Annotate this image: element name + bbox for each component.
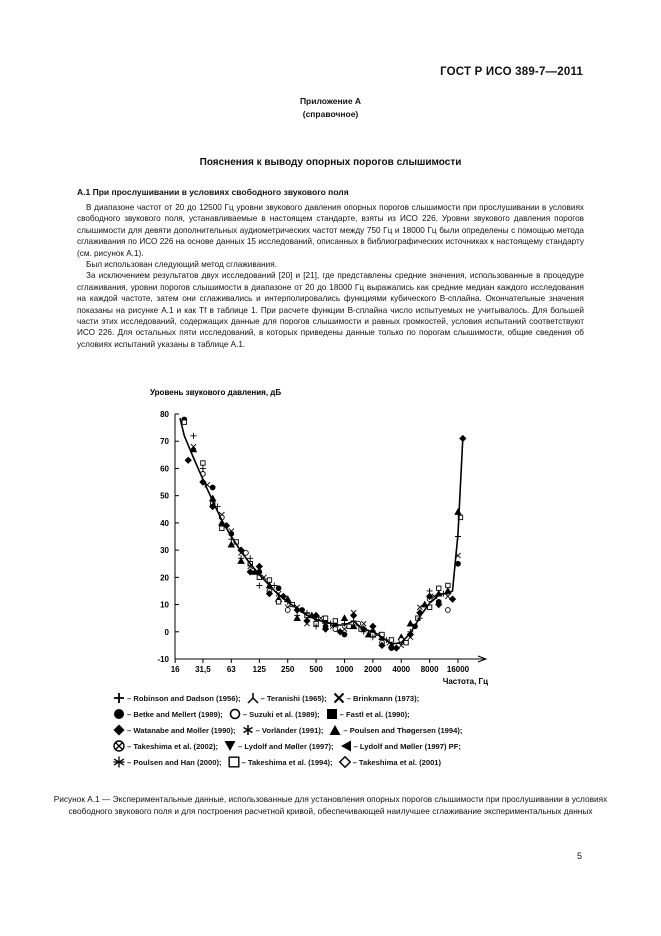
data-point bbox=[256, 563, 262, 569]
y-tick-label: 80 bbox=[160, 410, 169, 419]
filled-triangle-icon bbox=[329, 724, 341, 736]
legend-label: – Robinson and Dadson (1956); bbox=[127, 693, 241, 703]
data-point bbox=[256, 583, 262, 589]
data-point bbox=[185, 457, 191, 463]
legend-label: – Lydolf and Møller (1997) PF; bbox=[353, 741, 461, 751]
paragraph-2: Был использован следующий метод сглаживания. bbox=[86, 260, 277, 270]
filled-diamond-icon bbox=[113, 724, 125, 736]
y-tick-label: 20 bbox=[160, 573, 169, 583]
x-tick-label: 1000 bbox=[335, 665, 354, 674]
data-point bbox=[427, 588, 433, 594]
legend-label: – Takeshima et al. (2002); bbox=[127, 741, 219, 751]
y-tick-label: 70 bbox=[160, 437, 169, 447]
legend-label: – Takeshima et al. (1994); bbox=[241, 757, 333, 767]
legend-row bbox=[113, 738, 468, 754]
data-point bbox=[445, 608, 450, 613]
x-tick-label: 31,5 bbox=[195, 665, 211, 674]
legend-item bbox=[228, 756, 333, 768]
legend-item bbox=[333, 692, 420, 704]
paragraph-1: В диапазоне частот от 20 до 12500 Гц уровни звукового давления опорных порогов слышимости при прослушивании в условиях свободного звукового поля, устанавливаемые в настоящем стандарте, взяты из ИСО 226. Уровни звукового давления порогов слышимости для девяти дополнительных аудиометрических частот между 750 Гц и 18000 Гц были определены с помощью метода сглаживания по ИСО 226 на основе данных 15 исследований, описанных в библиографических источниках к настоящему стандарту (см. рисунок А.1). bbox=[77, 203, 584, 258]
data-point bbox=[276, 586, 281, 591]
legend-item bbox=[329, 724, 462, 736]
legend-row bbox=[113, 690, 468, 706]
x-tick-label: 250 bbox=[281, 665, 295, 674]
data-point bbox=[445, 594, 450, 599]
x-tick-label: 16 bbox=[170, 665, 180, 674]
legend-item bbox=[229, 708, 320, 720]
figure-caption: Рисунок А.1 — Экспериментальные данные, использованные для установления опорных порогов слышимости при прослушивании в условиях свободного звукового поля и для построения расчетной кривой, обеспечивающей наилучшее сглаживание экспериментальных данных bbox=[53, 794, 608, 816]
data-point bbox=[456, 561, 461, 566]
data-point bbox=[267, 578, 271, 582]
paragraph-3: За исключением результатов двух исследований [20] и [21], где представлены средние значения, использованные в процедуре сглаживания, уровни порогов слышимости в диапазоне от 20 до 18000 Гц выражались как средние медиан каждого исследования на каждой частоте, затем они сглаживались и интерполировались функциями кубического В-сплайна. Окончательные значения показаны на рисунке А.1 и как Tf в таблице 1. При расчете функции В-сплайна число испытуемых не учитывалось. Для большей части этих исследований, содержащих данные для порогов слышимости и равных громкостей, условия испытаний соответствуют ИСО 226. Для остальных пяти исследований, в которых приведены данные только по порогам слышимости, общие сведения об условиях испытаний указаны в таблице А.1. bbox=[77, 271, 584, 349]
tri-line-icon bbox=[247, 692, 259, 704]
x-tick-label: 16000 bbox=[446, 665, 470, 674]
down-triangle-icon bbox=[224, 740, 236, 752]
chart-axes bbox=[157, 410, 486, 674]
data-point bbox=[389, 638, 393, 642]
legend-item bbox=[113, 708, 223, 720]
data-point bbox=[201, 461, 205, 465]
y-tick-label: 40 bbox=[160, 518, 169, 528]
legend-label: – Poulsen and Thøgersen (1994); bbox=[343, 725, 463, 735]
y-tick-label: 0 bbox=[164, 627, 169, 637]
legend-label: – Fastl et al. (1990); bbox=[339, 709, 410, 719]
data-point bbox=[238, 558, 244, 563]
data-point bbox=[228, 542, 234, 547]
chart-legend bbox=[113, 690, 468, 770]
data-point bbox=[190, 433, 196, 439]
legend-item bbox=[113, 724, 236, 736]
legend-label: – Brinkmann (1973); bbox=[346, 693, 420, 703]
open-diamond-icon bbox=[339, 756, 351, 768]
legend-label: – Poulsen and Han (2000); bbox=[127, 757, 222, 767]
open-circle-icon bbox=[229, 708, 241, 720]
data-point bbox=[342, 626, 347, 631]
x-tick-label: 500 bbox=[309, 665, 323, 674]
y-tick-label: -10 bbox=[157, 655, 169, 664]
legend-row bbox=[113, 722, 468, 738]
x-tick-label: 8000 bbox=[420, 665, 439, 674]
legend-item bbox=[340, 740, 461, 752]
data-point bbox=[333, 619, 337, 623]
data-point bbox=[220, 526, 224, 530]
y-tick-label: 50 bbox=[160, 491, 169, 501]
legend-label: – Watanabe and Moller (1990); bbox=[127, 725, 236, 735]
data-point bbox=[370, 623, 376, 629]
legend-item bbox=[339, 756, 442, 768]
data-point bbox=[323, 616, 327, 620]
open-square-icon bbox=[228, 756, 240, 768]
legend-item bbox=[326, 708, 410, 720]
y-tick-label: 60 bbox=[160, 464, 169, 474]
circled-x-icon bbox=[113, 740, 125, 752]
x-tick-label: 4000 bbox=[392, 665, 411, 674]
legend-label: – Vorländer (1991); bbox=[255, 725, 324, 735]
data-point bbox=[404, 640, 408, 644]
page-number: 5 bbox=[576, 851, 582, 861]
x-tick-label: 2000 bbox=[363, 665, 382, 674]
legend-item bbox=[224, 740, 334, 752]
data-point bbox=[446, 583, 450, 587]
legend-label: – Betke and Mellert (1989); bbox=[127, 709, 223, 719]
legend-label: – Teranishi (1965); bbox=[260, 693, 327, 703]
legend-item bbox=[247, 692, 327, 704]
legend-item bbox=[113, 740, 218, 752]
data-point bbox=[276, 600, 280, 604]
data-point bbox=[294, 615, 300, 620]
standard-designation: ГОСТ Р ИСО 389-7—2011 bbox=[440, 66, 583, 78]
document-title: Пояснения к выводу опорных порогов слышимости bbox=[199, 157, 462, 168]
data-point bbox=[182, 420, 186, 424]
data-point bbox=[455, 509, 461, 514]
data-point bbox=[450, 596, 456, 602]
legend-row bbox=[113, 706, 468, 722]
x-tick-label: 63 bbox=[226, 665, 236, 674]
annex-subtitle: (справочное) bbox=[302, 109, 359, 119]
filled-circle-icon bbox=[113, 708, 125, 720]
cross-icon bbox=[113, 692, 125, 704]
star-icon bbox=[113, 756, 125, 768]
x-icon bbox=[333, 692, 345, 704]
scatter-points bbox=[182, 417, 466, 651]
data-point bbox=[341, 615, 347, 620]
left-triangle-icon bbox=[340, 740, 352, 752]
x-tick-label: 125 bbox=[252, 665, 267, 674]
data-point bbox=[437, 586, 441, 590]
data-point bbox=[333, 627, 338, 632]
y-tick-label: 10 bbox=[160, 600, 169, 610]
legend-item bbox=[242, 724, 324, 736]
legend-item bbox=[113, 692, 241, 704]
x-axis-label: Частота, Гц bbox=[442, 677, 488, 686]
legend-label: – Suzuki et al. (1989); bbox=[242, 709, 320, 719]
data-point bbox=[200, 465, 206, 471]
asterisk-icon bbox=[242, 724, 254, 736]
data-point bbox=[342, 632, 347, 637]
data-point bbox=[210, 485, 215, 490]
filled-square-icon bbox=[326, 708, 338, 720]
y-axis-label: Уровень звукового давления, дБ bbox=[150, 388, 282, 397]
legend-label: – Lydolf and Møller (1997); bbox=[238, 741, 334, 751]
legend-item bbox=[113, 756, 222, 768]
data-point bbox=[285, 608, 290, 613]
legend-row bbox=[113, 754, 468, 770]
section-heading: А.1 При прослушивании в условиях свободного звукового поля bbox=[77, 187, 349, 197]
legend-label: – Takeshima et al. (2001) bbox=[352, 757, 442, 767]
y-tick-label: 30 bbox=[160, 546, 169, 556]
data-point bbox=[393, 645, 399, 651]
annex-title: Приложение А bbox=[299, 96, 362, 106]
